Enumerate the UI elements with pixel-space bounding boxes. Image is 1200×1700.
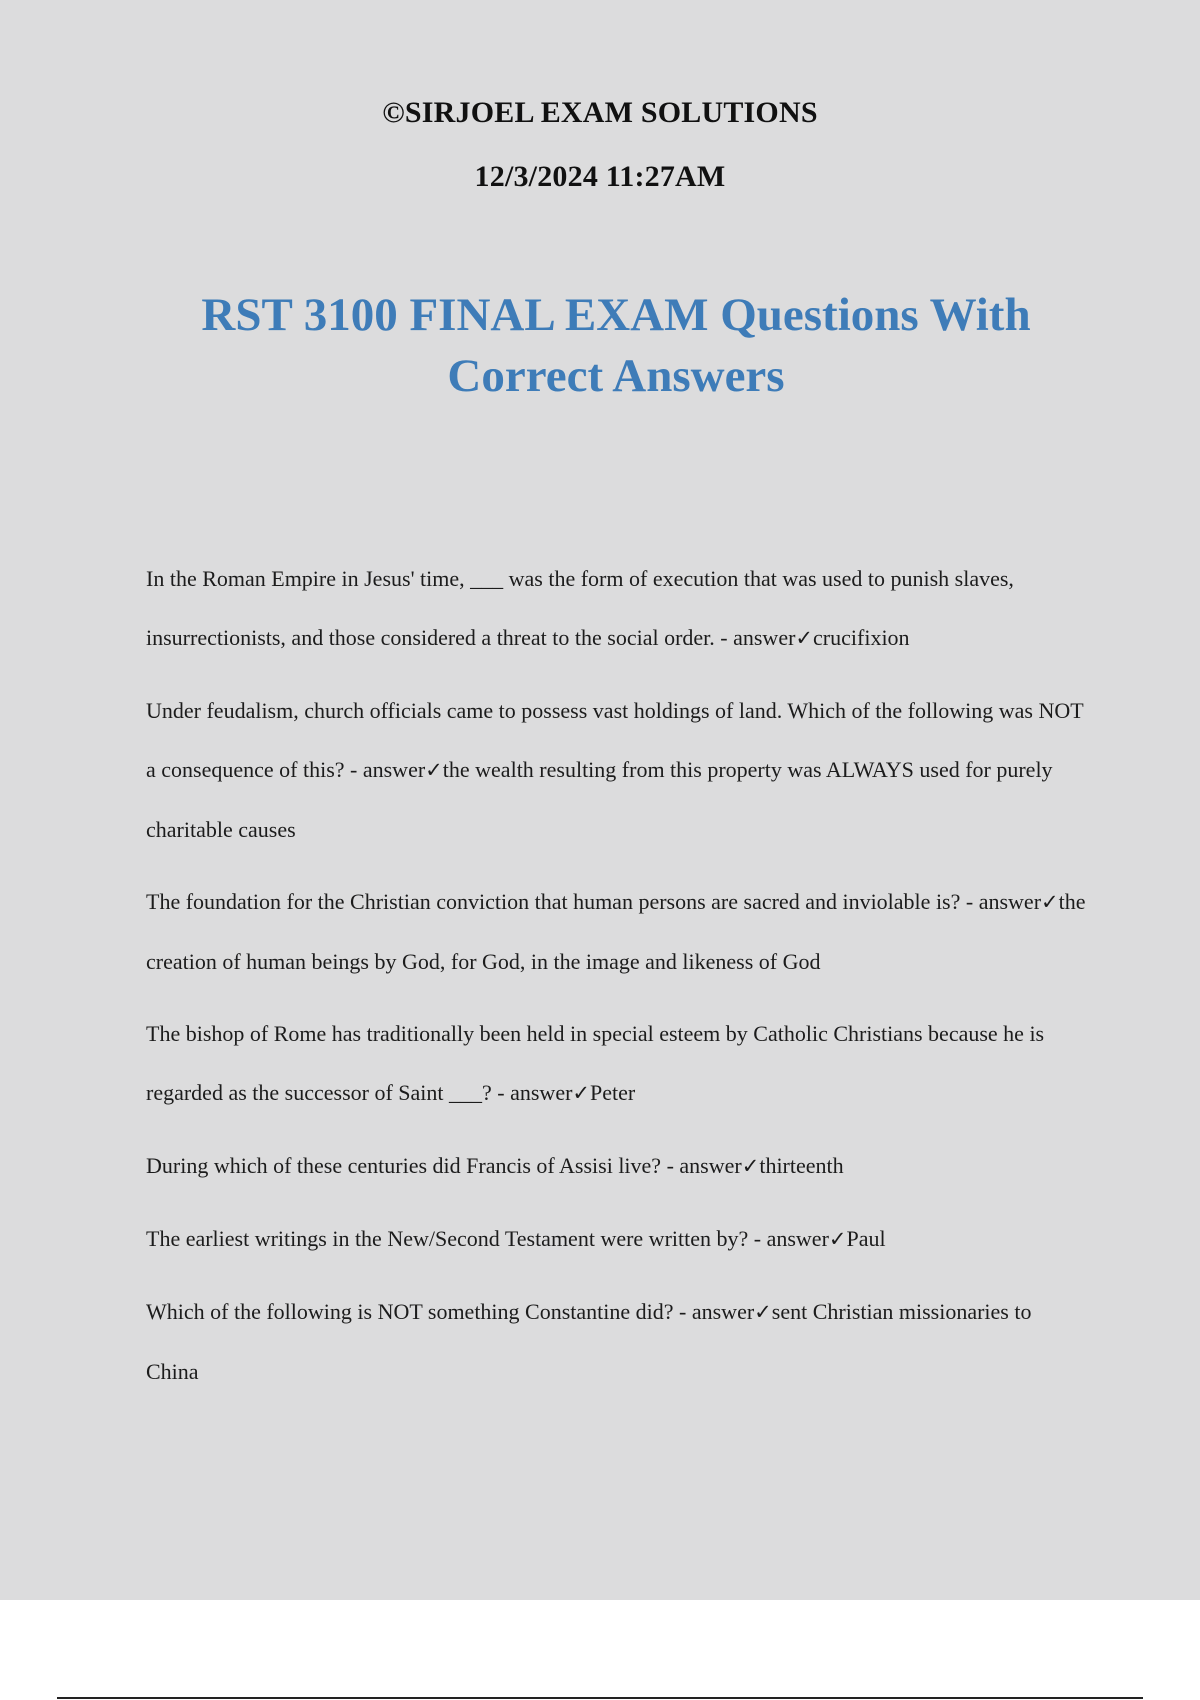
answer-text: crucifixion: [813, 625, 910, 650]
answer-separator: - answer: [344, 757, 426, 782]
question-text: The earliest writings in the New/Second Testament were written by?: [146, 1226, 749, 1251]
check-icon: ✓: [572, 1081, 591, 1105]
answer-text: sent Christian missionaries to China: [146, 1299, 1032, 1384]
qa-item-7: [146, 1282, 1086, 1401]
answer-text: the creation of human beings by God, for God, in the image and likeness of God: [146, 889, 1086, 974]
question-text: In the Roman Empire in Jesus' time, ___ was the form of execution that was used to punish slaves, insurrectionists, and those considered a threat to the social order.: [146, 566, 1014, 650]
brand-header: ©SIRJOEL EXAM SOLUTIONS: [382, 96, 818, 129]
check-icon: ✓: [1041, 890, 1059, 914]
check-icon: ✓: [425, 758, 443, 782]
check-icon: ✓: [828, 1227, 847, 1251]
qa-item-3: [146, 872, 1086, 991]
qa-item-2: [146, 681, 1086, 859]
question-text: The bishop of Rome has traditionally been held in special esteem by Catholic Christians because he is regarded as the successor of Saint ___?: [146, 1021, 1045, 1105]
qa-item-1: [146, 549, 1086, 668]
answer-separator: - answer: [960, 889, 1042, 914]
answer-text: Paul: [846, 1226, 886, 1251]
question-text: The foundation for the Christian conviction that human persons are sacred and inviolable is?: [146, 889, 961, 914]
answer-text: the wealth resulting from this property was ALWAYS used for purely charitable causes: [146, 757, 1053, 842]
qa-item-5: [146, 1136, 1086, 1196]
check-icon: ✓: [754, 1300, 772, 1324]
answer-separator: - answer: [673, 1299, 755, 1324]
answer-text: thirteenth: [759, 1153, 844, 1178]
question-text: Under feudalism, church officials came to possess vast holdings of land. Which of the following was NOT a consequence of this?: [146, 698, 1084, 782]
answer-separator: - answer: [748, 1226, 829, 1251]
answer-text: Peter: [590, 1080, 636, 1105]
question-text: Which of the following is NOT something Constantine did?: [146, 1299, 674, 1324]
check-icon: ✓: [795, 626, 814, 650]
answer-separator: - answer: [661, 1153, 742, 1178]
qa-list: [146, 549, 1086, 1414]
answer-separator: - answer: [491, 1080, 573, 1105]
question-text: During which of these centuries did Francis of Assisi live?: [146, 1153, 662, 1178]
answer-separator: - answer: [714, 625, 796, 650]
qa-item-6: [146, 1209, 1086, 1269]
document-title: RST 3100 FINAL EXAM Questions With Correct Answers: [201, 289, 1031, 402]
qa-item-4: [146, 1004, 1086, 1123]
footer-divider: [57, 1697, 1143, 1699]
check-icon: ✓: [741, 1154, 760, 1178]
document-datetime: 12/3/2024 11:27AM: [474, 160, 726, 193]
